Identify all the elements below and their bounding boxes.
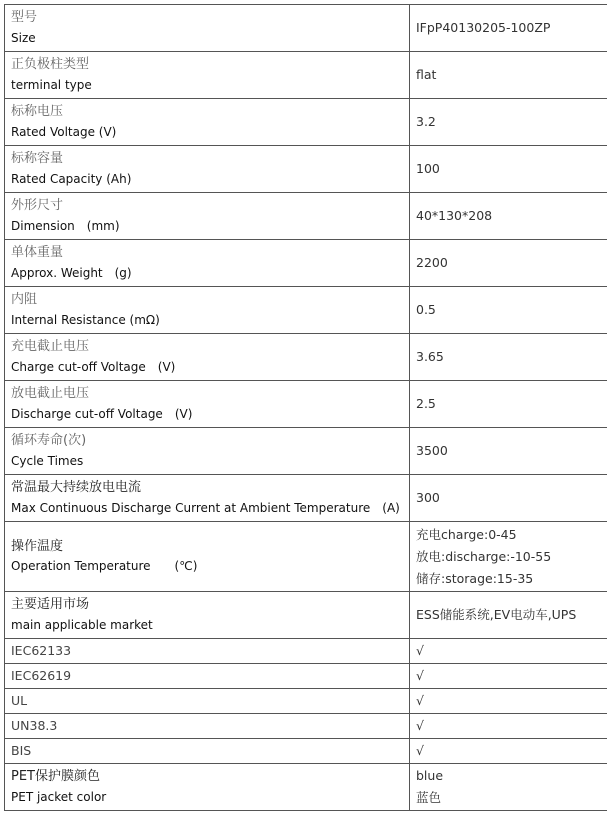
row-value: 100 <box>410 146 607 193</box>
temperature-values <box>410 522 607 592</box>
table-row <box>5 240 607 287</box>
table-row <box>5 334 607 381</box>
cert-label: UL <box>5 689 410 714</box>
row-value: flat <box>410 52 607 99</box>
row-value: 2200 <box>410 240 607 287</box>
check-icon: √ <box>410 689 607 714</box>
check-icon: √ <box>410 714 607 739</box>
table-row <box>5 287 607 334</box>
row-label: 型号 Size <box>5 5 410 52</box>
row-value: 3.65 <box>410 334 607 381</box>
temperature-discharge: 放电:discharge:-10-55 <box>416 548 552 564</box>
row-value: 3.2 <box>410 99 607 146</box>
pet-color-values <box>410 764 607 811</box>
table-row-temperature <box>5 522 607 592</box>
check-icon: √ <box>410 639 607 664</box>
table-row <box>5 146 607 193</box>
cert-label: BIS <box>5 739 410 764</box>
row-label: 标称容量 Rated Capacity (Ah) <box>5 146 410 193</box>
table-row-cert <box>5 689 607 714</box>
row-value: 2.5 <box>410 381 607 428</box>
table-row-cert <box>5 739 607 764</box>
row-value: 40*130*208 <box>410 193 607 240</box>
cert-label: UN38.3 <box>5 714 410 739</box>
row-value: 3500 <box>410 428 607 475</box>
row-label: PET保护膜颜色 PET jacket color <box>5 764 410 811</box>
table-row <box>5 99 607 146</box>
row-label: 循环寿命(次) Cycle Times <box>5 428 410 475</box>
table-row <box>5 193 607 240</box>
row-value: ESS储能系统,EV电动车,UPS <box>410 592 607 639</box>
table-row-pet <box>5 764 607 811</box>
table-row <box>5 475 607 522</box>
spec-table <box>4 4 607 811</box>
row-label: 主要适用市场 main applicable market <box>5 592 410 639</box>
row-label: 外形尺寸 Dimension (mm) <box>5 193 410 240</box>
spec-table-body <box>5 5 607 811</box>
row-value: 0.5 <box>410 287 607 334</box>
table-row-market <box>5 592 607 639</box>
row-label: 放电截止电压 Discharge cut-off Voltage (V) <box>5 381 410 428</box>
table-row <box>5 5 607 52</box>
temperature-storage: 储存:storage:15-35 <box>416 570 534 586</box>
table-row <box>5 428 607 475</box>
row-value: IFpP40130205-100ZP <box>410 5 607 52</box>
row-value: 300 <box>410 475 607 522</box>
cert-label: IEC62619 <box>5 664 410 689</box>
row-label: 内阻 Internal Resistance (mΩ) <box>5 287 410 334</box>
row-label: 充电截止电压 Charge cut-off Voltage (V) <box>5 334 410 381</box>
table-row-cert <box>5 664 607 689</box>
temperature-charge: 充电charge:0-45 <box>416 526 517 542</box>
pet-color-en: blue <box>416 768 444 783</box>
row-label: 标称电压 Rated Voltage (V) <box>5 99 410 146</box>
pet-color-zh: 蓝色 <box>416 790 442 805</box>
table-row-cert <box>5 639 607 664</box>
table-row-cert <box>5 714 607 739</box>
row-label: 常温最大持续放电电流 Max Continuous Discharge Current at Ambient Temperature (A) <box>5 475 410 522</box>
cert-label: IEC62133 <box>5 639 410 664</box>
table-row <box>5 381 607 428</box>
row-label: 正负极柱类型 terminal type <box>5 52 410 99</box>
check-icon: √ <box>410 739 607 764</box>
row-label: 操作温度 Operation Temperature (℃) <box>5 522 410 592</box>
table-row <box>5 52 607 99</box>
row-label: 单体重量 Approx. Weight (g) <box>5 240 410 287</box>
check-icon: √ <box>410 664 607 689</box>
